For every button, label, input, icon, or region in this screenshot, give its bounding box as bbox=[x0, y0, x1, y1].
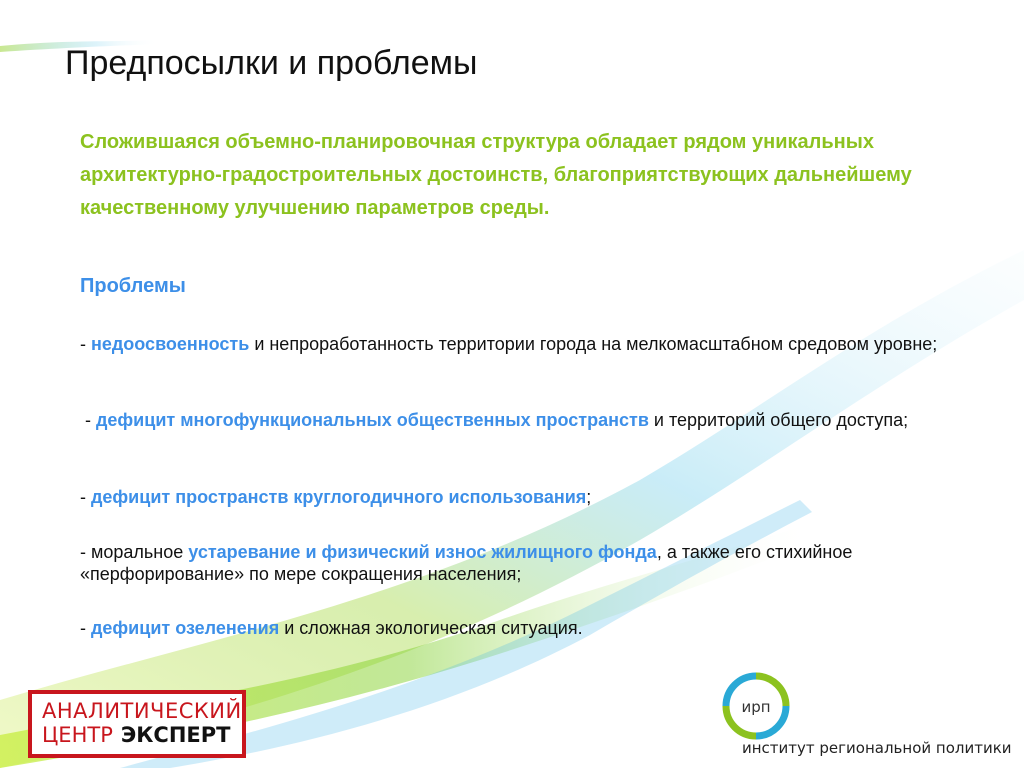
item-text: , а также его стихийное «перфорирование» по мере сокращения населения; bbox=[80, 542, 853, 584]
item-highlight: недоосвоенность bbox=[91, 334, 250, 354]
item-prefix: - моральное bbox=[80, 542, 189, 562]
problem-item bbox=[80, 541, 960, 585]
item-text: и территорий общего доступа; bbox=[648, 410, 909, 430]
logo-ace-centr: ЦЕНТР bbox=[42, 723, 113, 747]
logo-ace-line1: АНАЛИТИЧЕСКИЙ bbox=[42, 699, 242, 723]
logo-ace-line2 bbox=[42, 723, 234, 747]
irp-mark-text: ирп bbox=[741, 698, 771, 716]
item-highlight: устаревание и физический износ жилищного фонда bbox=[188, 542, 657, 562]
logo-ace-inner bbox=[32, 694, 242, 754]
problems-heading: Проблемы bbox=[80, 275, 186, 297]
item-prefix: - bbox=[80, 334, 91, 354]
item-text: ; bbox=[586, 487, 592, 507]
item-prefix: - bbox=[80, 410, 96, 430]
item-highlight: дефицит пространств круглогодичного использования bbox=[91, 487, 587, 507]
item-text: и непроработанность территории города на мелкомасштабном средовом уровне; bbox=[249, 334, 938, 354]
item-prefix: - bbox=[80, 618, 91, 638]
irp-logo-icon bbox=[722, 672, 790, 740]
item-text: и сложная экологическая ситуация. bbox=[279, 618, 583, 638]
problem-item bbox=[80, 333, 960, 355]
problem-item bbox=[80, 486, 960, 508]
item-prefix: - bbox=[80, 487, 91, 507]
logo-ace-expert: ЭКСПЕРТ bbox=[120, 723, 231, 747]
slide-title: Предпосылки и проблемы bbox=[65, 44, 478, 82]
problem-item bbox=[80, 617, 960, 639]
item-highlight: дефицит многофункциональных общественных пространств bbox=[96, 410, 649, 430]
irp-logo-caption: институт региональной политики bbox=[742, 739, 1012, 757]
analytical-center-expert-logo bbox=[28, 690, 246, 758]
item-highlight: дефицит озеленения bbox=[91, 618, 280, 638]
intro-paragraph: Сложившаяся объемно-планировочная структура обладает рядом уникальных архитектурно-градостроительных достоинств, благоприятствующих дальнейшему качественному улучшению параметров среды. bbox=[80, 131, 912, 219]
problem-item bbox=[80, 409, 960, 431]
